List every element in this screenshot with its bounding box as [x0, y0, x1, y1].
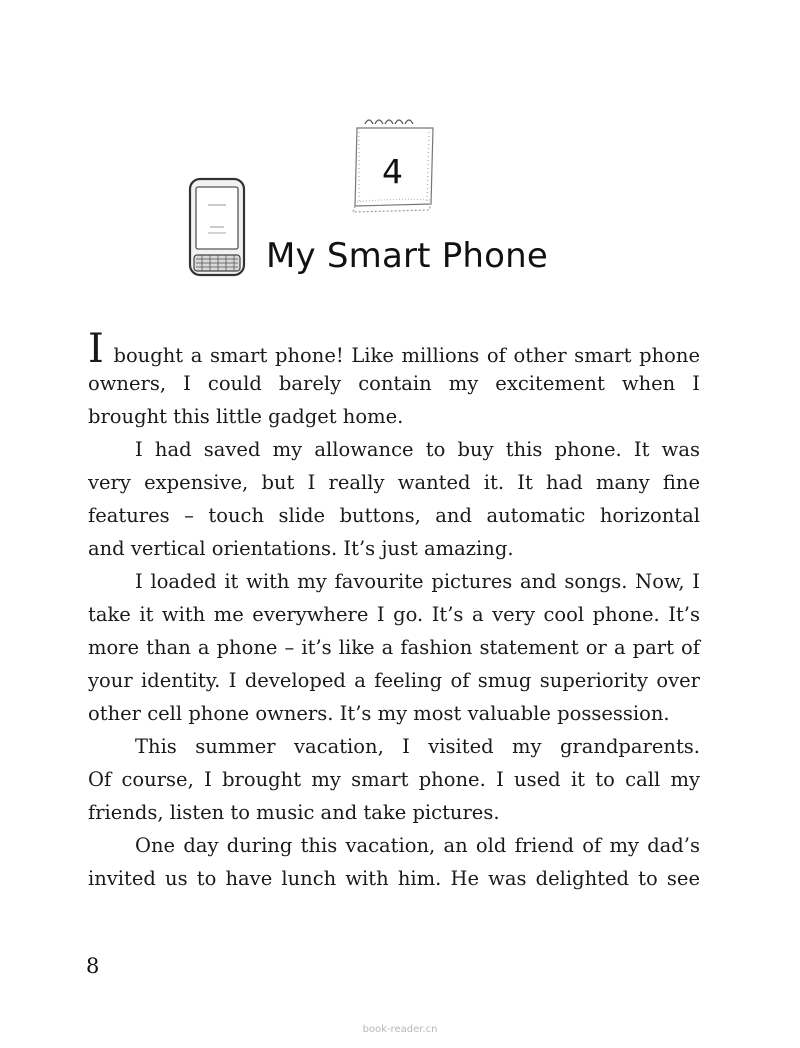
text-line: very expensive, but I really wanted it. It had many fine — [88, 471, 700, 494]
text-line: and vertical orientations. It’s just amazing. — [88, 537, 514, 560]
paragraph — [88, 730, 700, 829]
smartphone-icon — [186, 177, 250, 279]
page-number: 8 — [86, 954, 100, 978]
text-line: owners, I could barely contain my excitement when I — [88, 372, 700, 395]
paragraph — [88, 433, 700, 565]
chapter-number: 4 — [382, 152, 403, 191]
text-line: This summer vacation, I visited my grandparents. — [135, 735, 700, 758]
chapter-body — [88, 326, 700, 895]
watermark: book-reader.cn — [362, 1024, 438, 1035]
text-line: One day during this vacation, an old friend of my dad’s — [135, 834, 700, 857]
text-line: friends, listen to music and take pictures. — [88, 801, 500, 824]
text-line: Of course, I brought my smart phone. I used it to call my — [88, 768, 700, 791]
text-line: I had saved my allowance to buy this phone. It was — [135, 438, 700, 461]
text-line: invited us to have lunch with him. He was delighted to see — [88, 867, 700, 890]
text-line: features – touch slide buttons, and automatic horizontal — [88, 504, 700, 527]
text-line: take it with me everywhere I go. It’s a very cool phone. It’s — [88, 603, 700, 626]
text-line: I bought a smart phone! Like millions of other smart phone — [88, 326, 700, 372]
text-line: your identity. I developed a feeling of smug superiority over — [88, 669, 700, 692]
chapter-title: My Smart Phone — [266, 236, 549, 276]
text-line: brought this little gadget home. — [88, 405, 404, 428]
paragraph — [88, 326, 700, 433]
text-line: more than a phone – it’s like a fashion statement or a part of — [88, 636, 700, 659]
text-line: other cell phone owners. It’s my most valuable possession. — [88, 702, 670, 725]
drop-cap: I — [88, 326, 104, 372]
paragraph — [88, 565, 700, 730]
text-line: I loaded it with my favourite pictures and songs. Now, I — [135, 570, 700, 593]
paragraph — [88, 829, 700, 895]
